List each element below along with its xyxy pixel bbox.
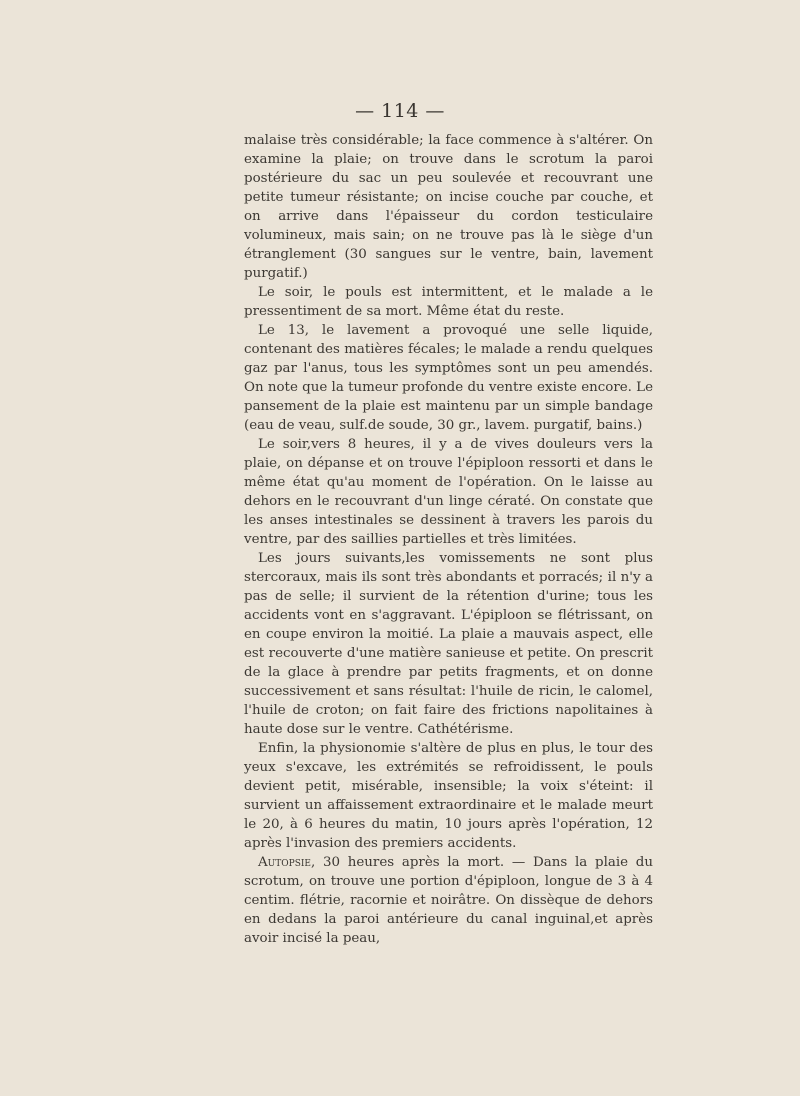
paragraph-continuation: malaise très considérable; la face commence à s'altérer. On examine la plaie; on trouve dans le scrotum la paroi postérieure du sac un peu soulevée et recouvrant une petite tumeur résistante; on incise couche par couche, et on arrive dans l'épaisseur du cordon testiculaire volumineux, mais sain; on ne trouve pas là le siège d'un étranglement (30 sangues sur le ventre, bain, lavement purgatif.) [244,133,653,281]
paragraph-evening: Le soir, le pouls est intermittent, et le malade a le pressentiment de sa mort. Même état du reste. [244,285,653,319]
autopsy-heading: Autopsie [258,855,311,870]
body-text [244,131,653,948]
paragraph-day-13: Le 13, le lavement a provoqué une selle liquide, contenant des matières fécales; le malade a rendu quelques gaz par l'anus, tous les symptômes sont un peu amendés. On note que la tumeur profonde du ventre existe encore. Le pansement de la plaie est maintenu par un simple bandage (eau de veau, sulf.de soude, 30 gr., lavem. purgatif, bains.) [244,323,653,433]
paragraph-autopsy [244,853,653,948]
paragraph-death: Enfin, la physionomie s'altère de plus en plus, le tour des yeux s'excave, les extrémités se refroidissent, le pouls devient petit, misérable, insensible; la voix s'éteint: il survient un affaissement extraordinaire et le malade meurt le 20, à 6 heures du matin, 10 jours après l'opération, 12 après l'invasion des premiers accidents. [244,741,653,851]
page-number: — 114 — [355,100,445,122]
autopsy-text: , 30 heures après la mort. — Dans la plaie du scrotum, on trouve une portion d'épiploon, longue de 3 à 4 centim. flétrie, racornie et noirâtre. On dissèque de dehors en dedans la paroi antérieure du canal inguinal,et après avoir incisé la peau, [244,855,653,946]
paragraph-following-days: Les jours suivants,les vomissements ne sont plus stercoraux, mais ils sont très abondants et porracés; il n'y a pas de selle; il survient de la rétention d'urine; tous les accidents vont en s'aggravant. L'épiploon se flétrissant, on en coupe environ la moitié. La plaie a mauvais aspect, elle est recouverte d'une matière sanieuse et petite. On prescrit de la glace à prendre par petits fragments, et on donne successivement et sans résultat: l'huile de ricin, le calomel, l'huile de croton; on fait faire des frictions napolitaines à haute dose sur le ventre. Cathétérisme. [244,551,653,737]
paragraph-evening-8h: Le soir,vers 8 heures, il y a de vives douleurs vers la plaie, on dépanse et on trouve l'épiploon ressorti et dans le même état qu'au moment de l'opération. On le laisse au dehors en le recouvrant d'un linge cératé. On constate que les anses intestinales se dessinent à travers les parois du ventre, par des saillies partielles et très limitées. [244,437,653,547]
